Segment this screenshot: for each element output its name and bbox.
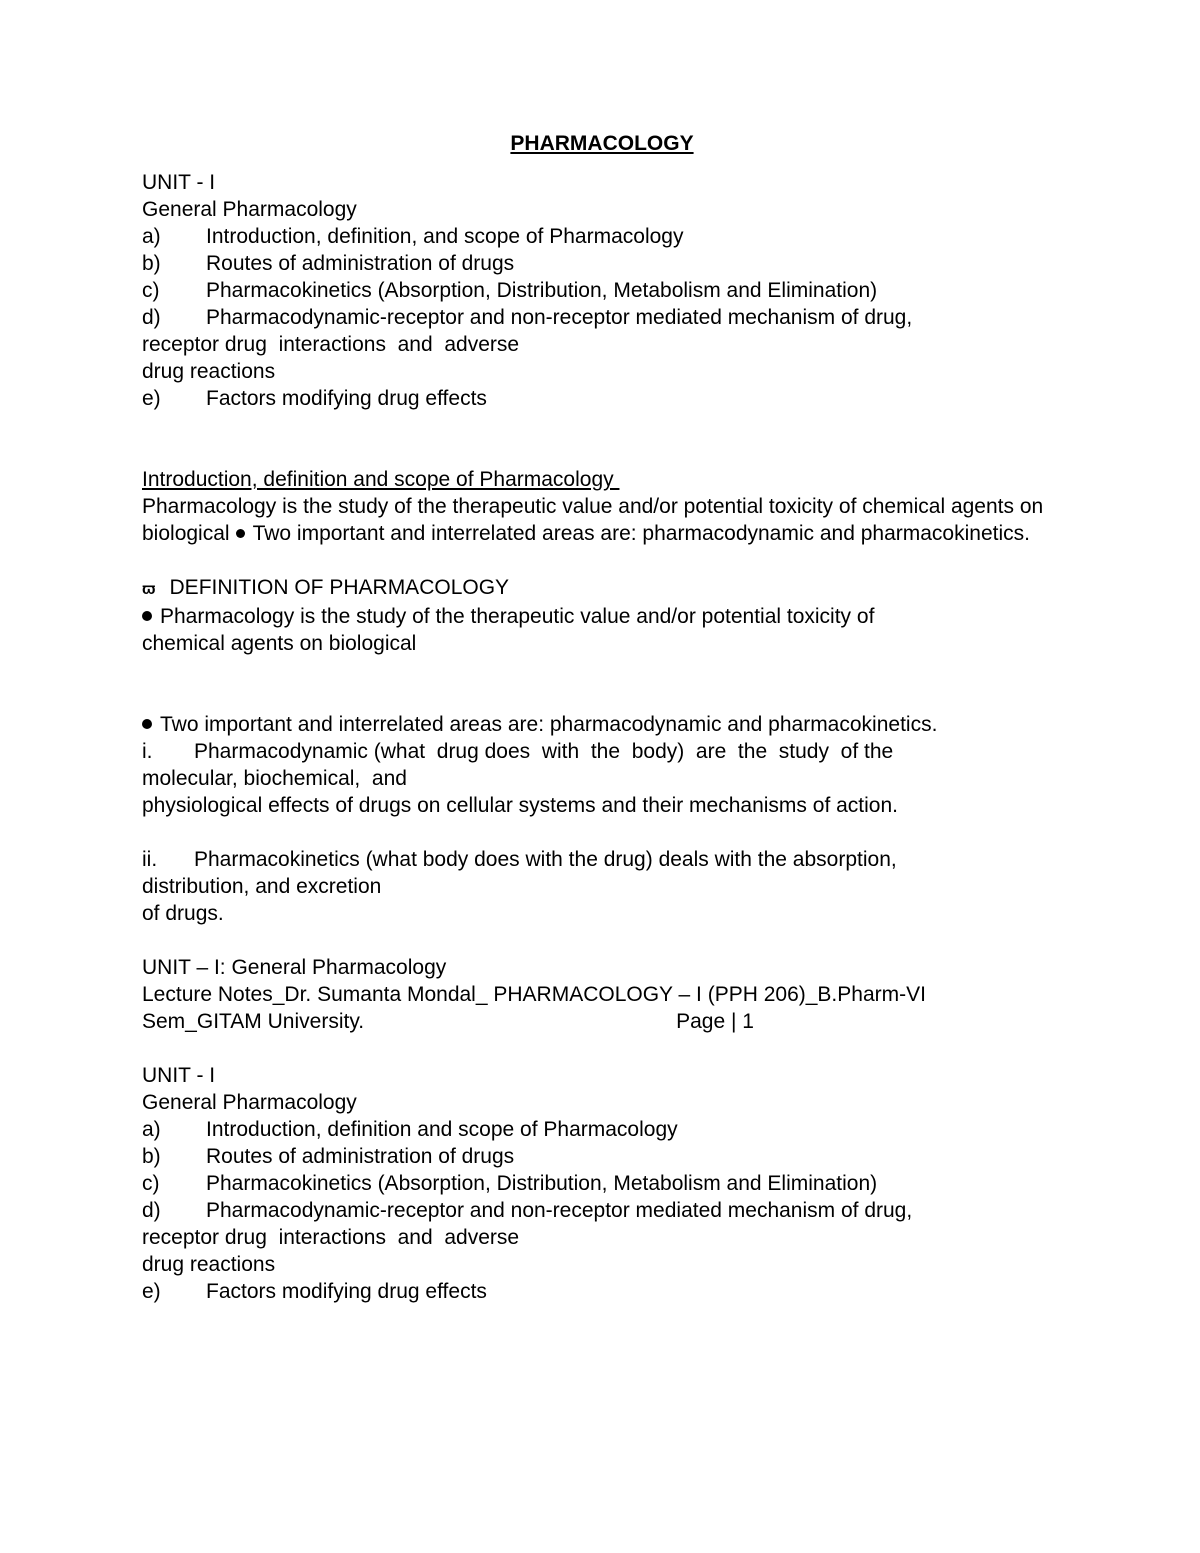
roman-item-continuation: distribution, and excretion (142, 875, 382, 898)
bullet-text: Two important and interrelated areas are: pharmacodynamic and pharmacokinetics. (160, 713, 938, 736)
list-item (142, 277, 1062, 304)
list-item-text: Introduction, definition, and scope of Pharmacology (206, 225, 684, 248)
list-item (142, 1278, 1062, 1305)
unit-subtitle: General Pharmacology (142, 1091, 357, 1114)
page-number: Page | 1 (676, 1010, 754, 1033)
bullet-continuation: chemical agents on biological (142, 632, 417, 655)
bullet-icon (142, 719, 152, 729)
definition-heading: DEFINITION OF PHARMACOLOGY (169, 576, 510, 599)
list-item-label: b) (142, 252, 161, 275)
list-item-label: a) (142, 1118, 161, 1141)
list-item-label: e) (142, 387, 161, 410)
list-item-continuation: drug reactions (142, 1253, 276, 1276)
list-item (142, 250, 1062, 277)
document-page (142, 130, 1062, 1305)
list-item-text: Pharmacokinetics (Absorption, Distribution, Metabolism and Elimination) (206, 1172, 878, 1195)
list-item-label: d) (142, 1199, 161, 1222)
unit-subtitle: General Pharmacology (142, 198, 357, 221)
wingding-bullet-icon: ϖ (142, 581, 156, 598)
list-item (142, 1170, 1062, 1197)
list-item-text: Factors modifying drug effects (206, 387, 487, 410)
document-title: PHARMACOLOGY (510, 132, 694, 155)
bullet-item (142, 711, 1062, 738)
bullet-icon (236, 529, 245, 538)
roman-item (142, 738, 1062, 765)
list-item-continuation: receptor drug interactions and adverse (142, 333, 520, 356)
list-item-label: c) (142, 279, 160, 302)
definition-heading-row (142, 574, 1062, 603)
list-item-text: Factors modifying drug effects (206, 1280, 487, 1303)
list-item (142, 223, 1062, 250)
intro-paragraph (142, 493, 1062, 547)
bullet-text: Pharmacology is the study of the therapeutic value and/or potential toxicity of (160, 605, 875, 628)
list-item-label: d) (142, 306, 161, 329)
footer-sem-line: Sem_GITAM University. (142, 1010, 365, 1033)
list-item-label: c) (142, 1172, 160, 1195)
list-item (142, 1197, 1062, 1224)
list-item-text: Pharmacodynamic-receptor and non-receptor mediated mechanism of drug, (206, 306, 913, 329)
roman-item-text: Pharmacodynamic (what drug does with the body) are the study of the (194, 740, 894, 763)
section-heading: Introduction, definition and scope of Pharmacology (142, 468, 620, 491)
list-item-text: Pharmacokinetics (Absorption, Distribution, Metabolism and Elimination) (206, 279, 878, 302)
list-item-continuation: receptor drug interactions and adverse (142, 1226, 520, 1249)
unit-heading: UNIT - I (142, 171, 216, 194)
footer-sem-row (142, 1008, 1062, 1035)
list-item-label: a) (142, 225, 161, 248)
list-item-label: b) (142, 1145, 161, 1168)
intro-paragraph-part2: Two important and interrelated areas are: pharmacodynamic and pharmacokinetics. (252, 522, 1030, 545)
list-item (142, 385, 1062, 412)
list-item-text: Routes of administration of drugs (206, 1145, 515, 1168)
list-item (142, 1116, 1062, 1143)
roman-item-label: ii. (142, 848, 158, 871)
intro-paragraph-part1: Pharmacology is the study of the therapeutic value and/or potential toxicity of chemical agents on biological (142, 495, 1044, 545)
list-item-continuation: drug reactions (142, 360, 276, 383)
footer-notes-line: Lecture Notes_Dr. Sumanta Mondal_ PHARMACOLOGY – I (PPH 206)_B.Pharm-VI (142, 983, 926, 1006)
footer-unit-line: UNIT – I: General Pharmacology (142, 956, 447, 979)
list-item-text: Pharmacodynamic-receptor and non-receptor mediated mechanism of drug, (206, 1199, 913, 1222)
list-item (142, 1143, 1062, 1170)
roman-item-continuation: molecular, biochemical, and (142, 767, 407, 790)
roman-item-continuation: of drugs. (142, 902, 224, 925)
bullet-item (142, 603, 1062, 630)
bullet-icon (142, 611, 152, 621)
list-item-text: Introduction, definition and scope of Pharmacology (206, 1118, 678, 1141)
roman-item-continuation: physiological effects of drugs on cellular systems and their mechanisms of action. (142, 794, 898, 817)
roman-item (142, 846, 1062, 873)
roman-item-text: Pharmacokinetics (what body does with the drug) deals with the absorption, (194, 848, 897, 871)
list-item (142, 304, 1062, 331)
list-item-label: e) (142, 1280, 161, 1303)
list-item-text: Routes of administration of drugs (206, 252, 515, 275)
unit-heading: UNIT - I (142, 1064, 216, 1087)
roman-item-label: i. (142, 740, 153, 763)
